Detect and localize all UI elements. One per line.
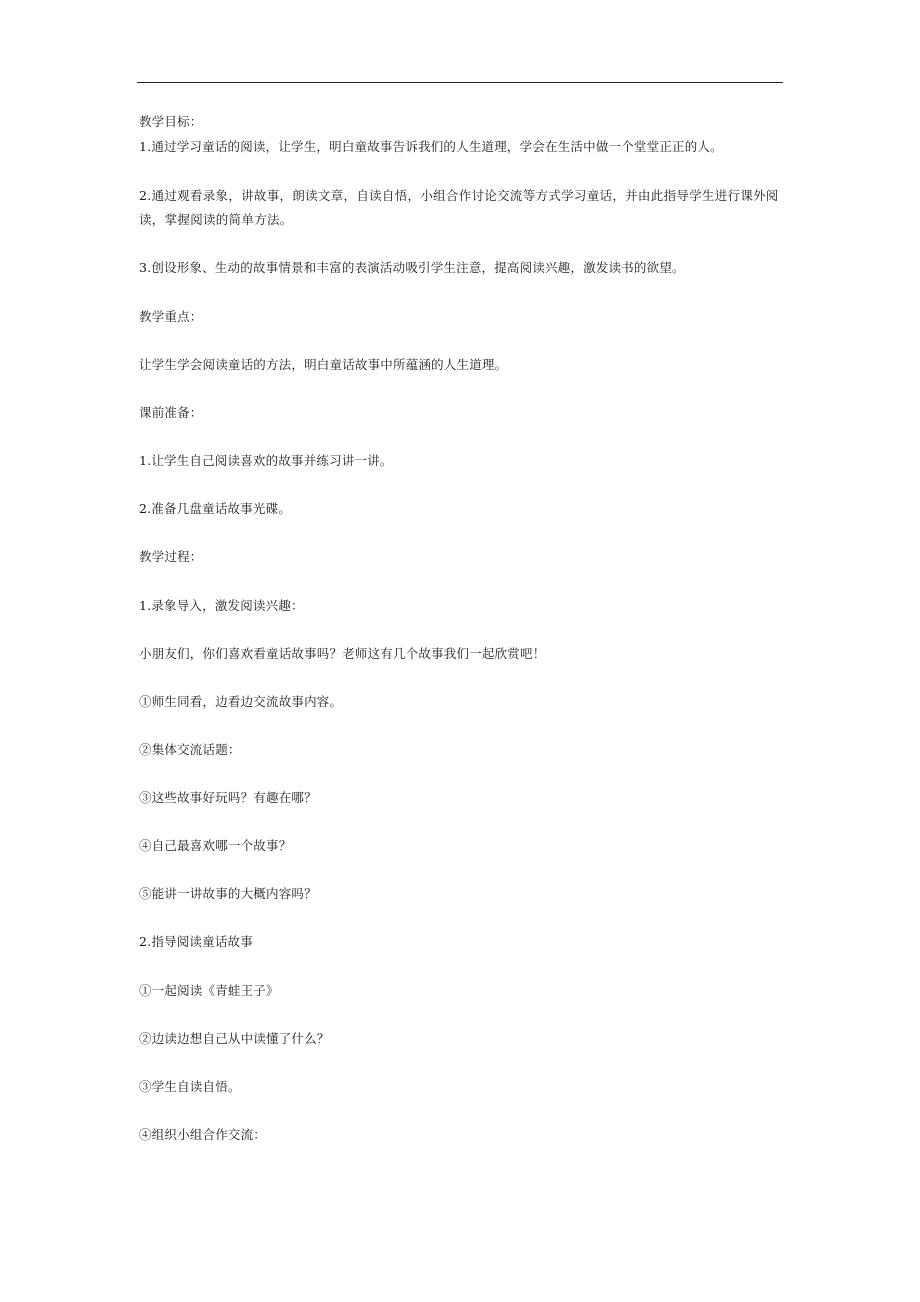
process-step-1: 1.录象导入，激发阅读兴趣：	[139, 598, 304, 613]
process-item-4: ④自己最喜欢哪一个故事？	[139, 838, 292, 853]
focus-text: 让学生学会阅读童话的方法，明白童话故事中所蕴涵的人生道理。	[139, 357, 508, 372]
heading-teaching-process: 教学过程：	[139, 549, 203, 564]
reading-item-4: ④组织小组合作交流：	[139, 1127, 267, 1142]
goal-3: 3.创设形象、生动的故事情景和丰富的表演活动吸引学生注意，提高阅读兴趣，激发读书的欲望。	[139, 260, 685, 275]
process-item-3: ③这些故事好玩吗？有趣在哪？	[139, 790, 317, 805]
reading-item-1: ①一起阅读《青蛙王子》	[139, 983, 279, 998]
reading-item-3: ③学生自读自悟。	[139, 1079, 241, 1094]
heading-teaching-goals: 教学目标：	[139, 114, 203, 129]
process-intro-text: 小朋友们，你们喜欢看童话故事吗？老师这有几个故事我们一起欣赏吧！	[139, 646, 546, 661]
goal-1: 1.通过学习童话的阅读，让学生，明白童故事告诉我们的人生道理，学会在生活中做一个堂堂正正的人。	[139, 139, 723, 154]
preparation-1: 1.让学生自己阅读喜欢的故事并练习讲一讲。	[139, 453, 393, 468]
reading-item-2: ②边读边想自己从中读懂了什么？	[139, 1031, 330, 1046]
header-rule	[137, 82, 783, 83]
preparation-2: 2.准备几盘童话故事光碟。	[139, 501, 292, 516]
process-item-2: ②集体交流话题：	[139, 742, 241, 757]
process-step-2: 2.指导阅读童话故事	[139, 934, 253, 949]
process-item-5: ⑤能讲一讲故事的大概内容吗？	[139, 886, 317, 901]
heading-teaching-focus: 教学重点：	[139, 309, 203, 324]
process-item-1: ①师生同看，边看边交流故事内容。	[139, 694, 343, 709]
goal-2: 2.通过观看录象，讲故事，朗读文章，自读自悟，小组合作讨论交流等方式学习童话，并由此指导学生进行课外阅读，掌握阅读的简单方法。	[139, 188, 779, 227]
heading-preparation: 课前准备：	[139, 405, 203, 420]
